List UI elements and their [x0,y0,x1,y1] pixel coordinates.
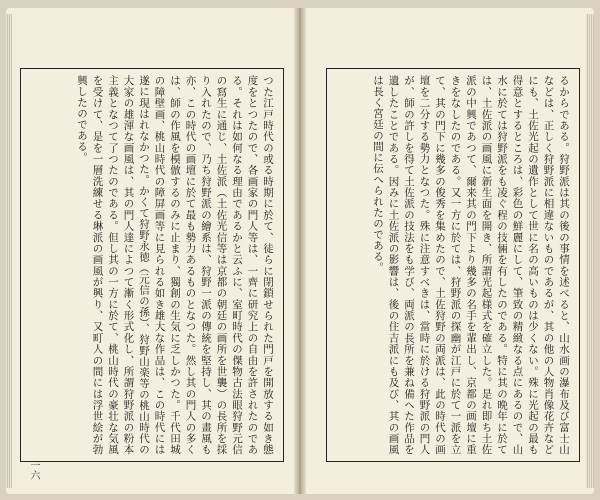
right-page-edge [586,14,594,488]
right-page-text: るからである。狩野派は其の後の事情を述べると、山水画の瀑布及び富士山などは、正しく狩野派に相違ないものであるが、其の他の人物肖像花卉などにも、土佐光起の遺作として世に名の高いものは少くない。殊に光起の最も得意とするところは、彩色の鮮麗にして、筆致の精緻なる点にあるので、山水に於ては狩野派をも凌ぐ程の技倆を有したのである。特に其の晩年に於ては、土佐派の画風に新生面を開き、所謂光起様式を確立した。是れ即ち土佐派の中興であつて、爾来其の門下より幾多の名手を輩出し、京都の画壇に重きをなしたのである。又一方に於ては、狩野派の探幽が江戸に於て一派を立て、其の門下に幾多の俊秀を集めたので、土佐狩野の両派は、此の時代の画壇を二分する勢力となつた。殊に注意すべきは、當時に於ける狩野派の門人が、師の許しを得て土佐派の技法をも学び、両派の長所を兼ね備へた作品を遺したことである。因みに土佐派の影響は、後の住吉派にも及び、其の画風は長く宮廷の間に伝へられたのである。 [372,75,570,455]
right-text-frame [326,68,580,462]
left-text-frame [20,68,284,462]
left-page-text: つた江戸時代の或る時期に於て、徒らに閉鎖せられた門戸を開放する如き態度をとつたので、各画家の門人等は、一齊に研究上の自由を許されたのである。それは如何なる理由であるかと云ふに、室町時代の傑物古法眼狩野元信の寫生に通じ、土佐派（土佐光信等は京都の朝廷の画所を世襲）の長所を採り入れたので、乃ち狩野派の繪系は、狩野一派の傳統を堅持し、其の畫風も亦、この時代の画壇に於て最も勢力あるものとなつた。然し其の門人の多くは、師の作風を模倣するのみに止まり、獨創の生気に乏しかつた。千代田城の障壁画、桃山時代の障屏画等に見られる如き雄大な作品は、この時代には遂に現はれなかつた。かくて狩野永徳（元信の孫）、狩野山楽等の桃山時代の大家の雄渾な画風は、其の門人達によつて漸く形式化し、所謂狩野派の粉本主義となつて了つたのである。但し其の一方に於て、桃山時代の豪壮な気風を受けて、是を一層洗練せる琳派の画風が興り、又町人の間には浮世絵が勃興したのである。 [76,75,274,455]
left-page-edge [6,14,12,488]
right-page [302,8,594,494]
left-page-number: 一六 [28,460,39,480]
book-gutter [294,8,306,494]
left-page [6,8,298,494]
open-book [6,8,594,494]
